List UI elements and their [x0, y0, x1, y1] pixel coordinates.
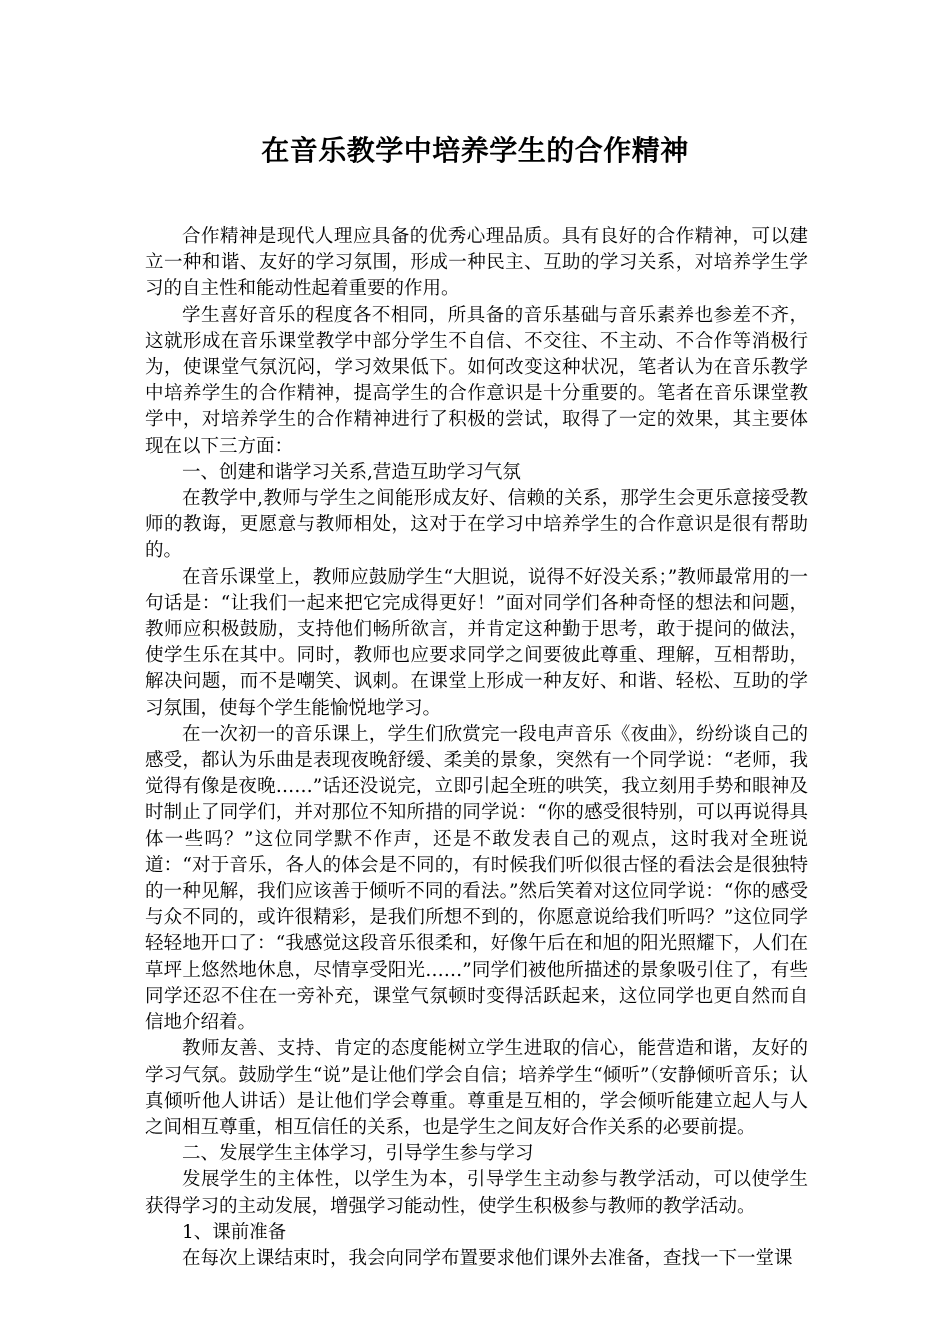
section-heading-2: 二、发展学生主体学习，引导学生参与学习 [182, 1143, 534, 1165]
document-body [145, 224, 808, 1272]
paragraph: 教师友善、支持、肯定的态度能树立学生进取的信心，能营造和谐，友好的学习气氛。鼓励学生“说”是让他们学会自信；培养学生“倾听”（安静倾听音乐；认真倾听他人讲话）是让他们学会尊重。尊重是互相的，学会倾听能建立起人与人之间相互尊重，相互信任的关系，也是学生之间友好合作关系的必要前提。 [145, 1038, 808, 1138]
paragraph-intro: 合作精神是现代人理应具备的优秀心理品质。具有良好的合作精神，可以建立一种和谐、友好的学习氛围，形成一种民主、互助的学习关系，对培养学生学习的自主性和能动性起着重要的作用。 [145, 226, 808, 300]
paragraph: 在音乐课堂上，教师应鼓励学生“大胆说，说得不好没关系；”教师最常用的一句话是：“让我们一起来把它完成得更好！”面对同学们各种奇怪的想法和问题，教师应积极鼓励，支持他们畅所欲言，并肯定这种勤于思考，敢于提问的做法，使学生乐在其中。同时，教师也应要求同学之间要彼此尊重、理解，互相帮助，解决问题，而不是嘲笑、讽刺。在课堂上形成一种友好、和谐、轻松、互助的学习氛围，使每个学生能愉悦地学习。 [145, 566, 808, 719]
paragraph: 在每次上课结束时，我会向同学布置要求他们课外去准备，查找一下一堂课 [182, 1247, 793, 1269]
paragraph-background: 学生喜好音乐的程度各不相同，所具备的音乐基础与音乐素养也参差不齐，这就形成在音乐课堂教学中部分学生不自信、不交往、不主动、不合作等消极行为，使课堂气氛沉闷，学习效果低下。如何改变这种状况，笔者认为在音乐教学中培养学生的合作精神，提高学生的合作意识是十分重要的。笔者在音乐课堂教学中，对培养学生的合作精神进行了积极的尝试，取得了一定的效果，其主要体现在以下三方面： [145, 304, 808, 457]
paragraph-example: 在一次初一的音乐课上，学生们欣赏完一段电声音乐《夜曲》，纷纷谈自己的感受，都认为乐曲是表现夜晚舒缓、柔美的景象，突然有一个同学说：“老师，我觉得有像是夜晚……”话还没说完，立即引起全班的哄笑，我立刻用手势和眼神及时制止了同学们，并对那位不知所措的同学说：“你的感受很特别，可以再说得具体一些吗？”这位同学默不作声，还是不敢发表自己的观点，这时我对全班说道：“对于音乐，各人的体会是不同的，有时候我们听似很古怪的看法会是很独特的一种见解，我们应该善于倾听不同的看法。”然后笑着对这位同学说：“你的感受与众不同的，或许很精彩，是我们所想不到的，你愿意说给我们听吗？”这位同学轻轻地开口了：“我感觉这段音乐很柔和，好像午后在和旭的阳光照耀下，人们在草坪上悠然地休息，尽情享受阳光……”同学们被他所描述的景象吸引住了，有些同学还忍不住在一旁补充，课堂气氛顿时变得活跃起来，这位同学也更自然而自信地介绍着。 [145, 723, 808, 1034]
subsection-heading: 1、课前准备 [182, 1221, 287, 1243]
paragraph: 在教学中,教师与学生之间能形成友好、信赖的关系，那学生会更乐意接受教师的教诲，更愿意与教师相处，这对于在学习中培养学生的合作意识是很有帮助的。 [145, 488, 808, 562]
section-heading-1: 一、创建和谐学习关系,营造互助学习气氛 [182, 461, 521, 483]
paragraph: 发展学生的主体性，以学生为本，引导学生主动参与教学活动，可以使学生获得学习的主动发展，增强学习能动性，使学生积极参与教师的教学活动。 [145, 1169, 808, 1217]
document-title: 在音乐教学中培养学生的合作精神 [261, 134, 689, 167]
